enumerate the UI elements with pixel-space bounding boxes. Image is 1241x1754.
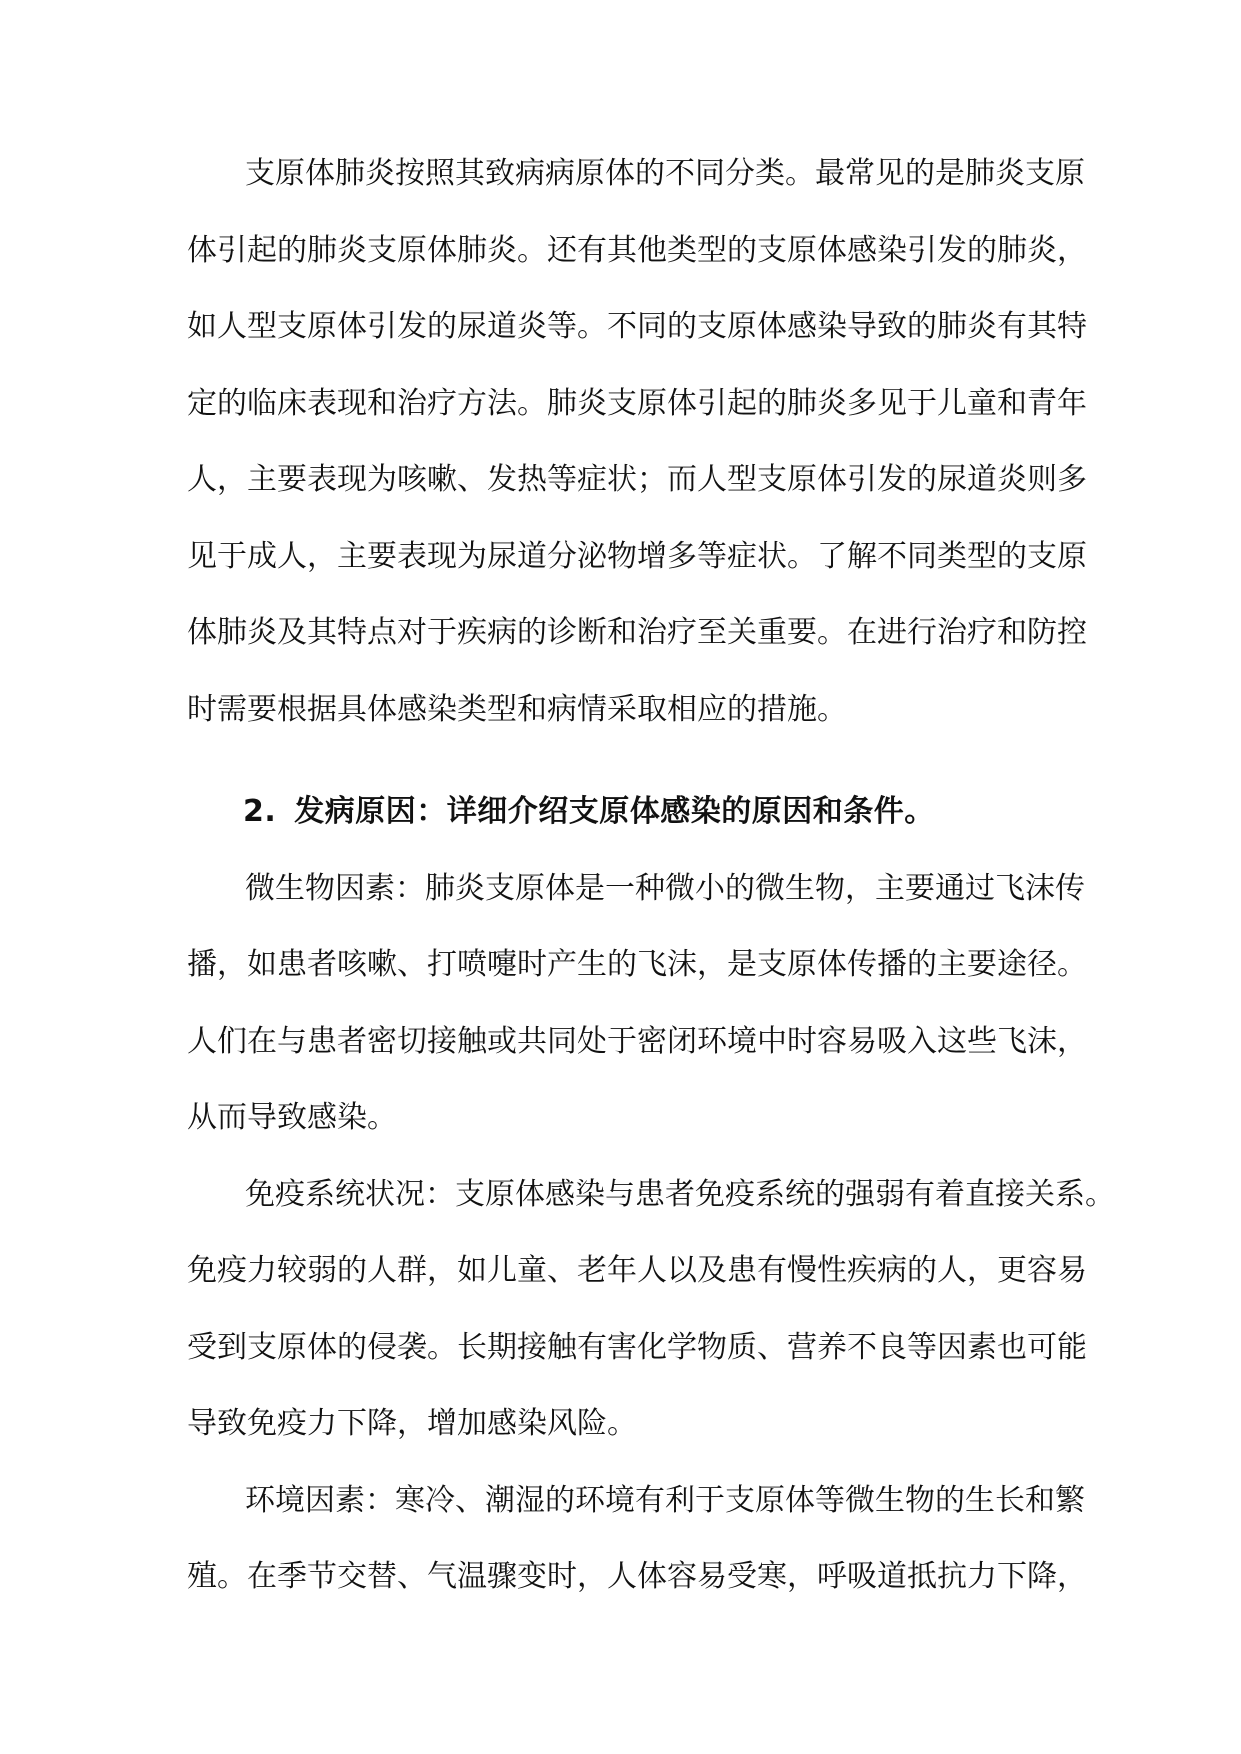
paragraph-line: 免疫系统状况：支原体感染与患者免疫系统的强弱有着直接关系。: [245, 1176, 1115, 1212]
paragraph-line: 时需要根据具体感染类型和病情采取相应的措施。: [187, 691, 847, 727]
paragraph-line: 体肺炎及其特点对于疾病的诊断和治疗至关重要。在进行治疗和防控: [187, 615, 1087, 650]
paragraph-line: 殖。在季节交替、气温骤变时，人体容易受寒，呼吸道抵抗力下降，: [187, 1559, 1087, 1594]
paragraph-line: 定的临床表现和治疗方法。肺炎支原体引起的肺炎多见于儿童和青年: [187, 385, 1087, 421]
paragraph-line: 见于成人，主要表现为尿道分泌物增多等症状。了解不同类型的支原: [187, 538, 1087, 574]
paragraph-microbial-factors: [187, 851, 1087, 1157]
paragraph-line: 环境因素：寒冷、潮湿的环境有利于支原体等微生物的生长和繁: [245, 1482, 1085, 1518]
paragraph-line: 支原体肺炎按照其致病病原体的不同分类。最常见的是肺炎支原: [245, 156, 1085, 191]
section-number: 2.: [243, 794, 277, 829]
paragraph-line: 人们在与患者密切接触或共同处于密闭环境中时容易吸入这些飞沫，: [187, 1023, 1087, 1059]
paragraph-line: 从而导致感染。: [187, 1100, 397, 1135]
paragraph-immune-system: [187, 1157, 1115, 1463]
paragraph-line: 人，主要表现为咳嗽、发热等症状；而人型支原体引发的尿道炎则多: [187, 462, 1087, 497]
paragraph-line: 如人型支原体引发的尿道炎等。不同的支原体感染导致的肺炎有其特: [187, 309, 1087, 344]
paragraph-classification: [187, 136, 1087, 748]
section-heading: [187, 774, 1057, 851]
paragraph-environmental-factors: [187, 1463, 1087, 1616]
section-title: 发病原因：详细介绍支原体感染的原因和条件。: [294, 794, 935, 829]
paragraph-line: 免疫力较弱的人群，如儿童、老年人以及患有慢性疾病的人，更容易: [187, 1253, 1087, 1288]
paragraph-line: 导致免疫力下降，增加感染风险。: [187, 1406, 637, 1441]
paragraph-line: 微生物因素：肺炎支原体是一种微小的微生物，主要通过飞沫传: [245, 870, 1085, 906]
paragraph-line: 播，如患者咳嗽、打喷嚏时产生的飞沫，是支原体传播的主要途径。: [187, 947, 1087, 982]
paragraph-line: 体引起的肺炎支原体肺炎。还有其他类型的支原体感染引发的肺炎，: [187, 232, 1087, 268]
paragraph-line: 受到支原体的侵袭。长期接触有害化学物质、营养不良等因素也可能: [187, 1329, 1087, 1365]
document-body: [187, 136, 1115, 1616]
